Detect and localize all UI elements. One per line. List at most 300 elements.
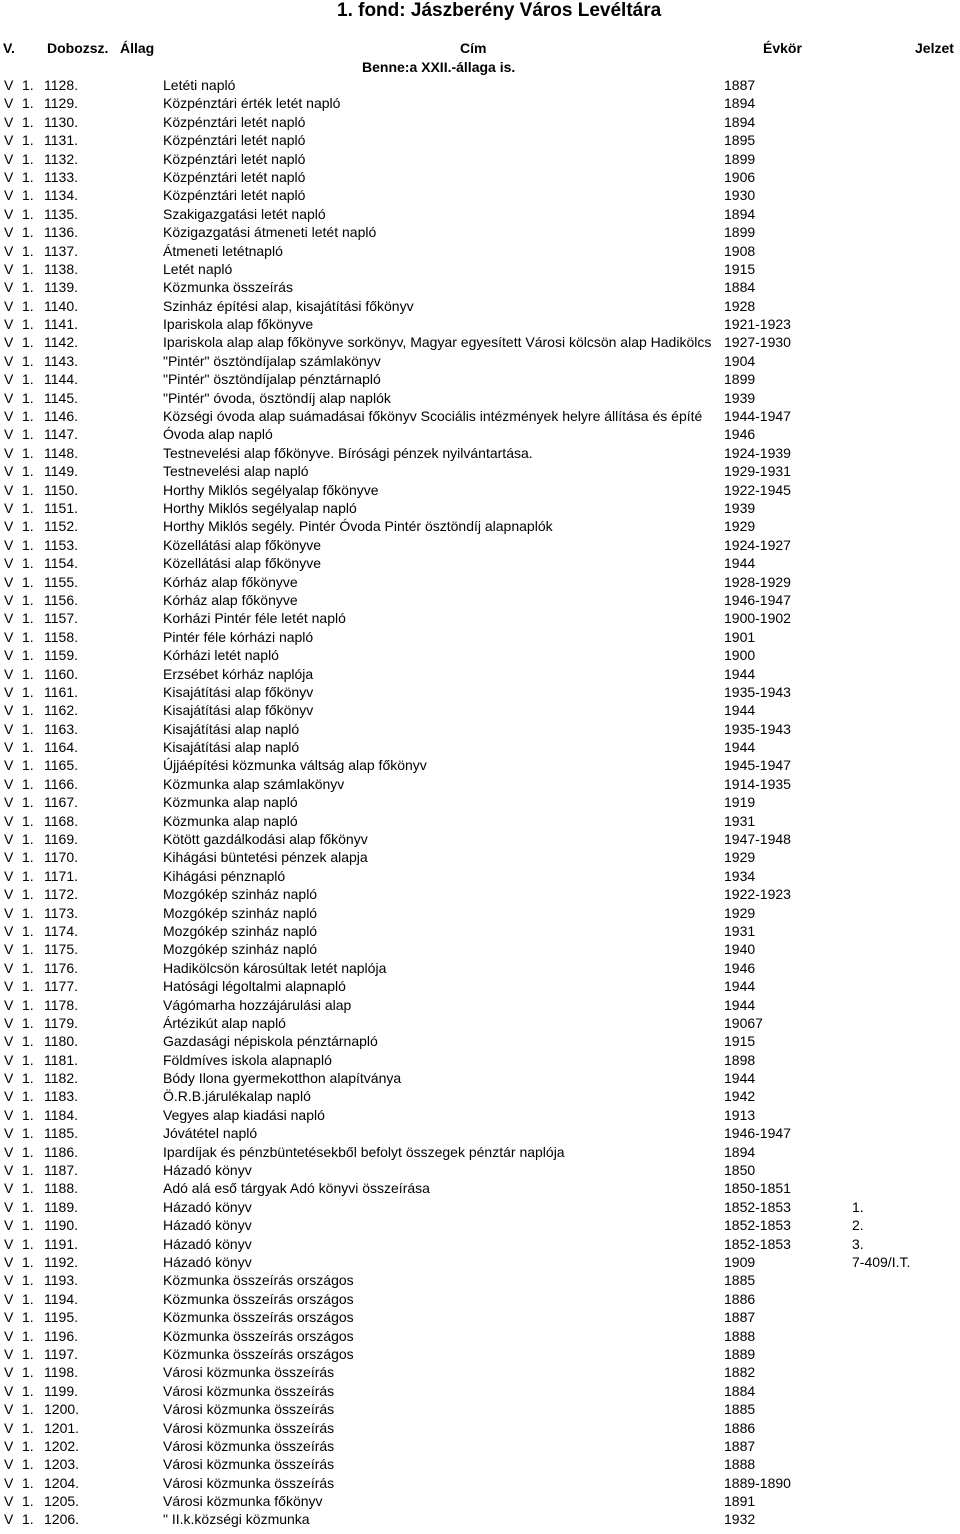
cell-dobozsz: 1. <box>22 95 34 112</box>
cell-dobozsz: 1. <box>22 334 34 351</box>
cell-allag: 1195. <box>44 1309 78 1326</box>
cell-cim: Ipariskola alap főkönyve <box>163 316 314 333</box>
cell-dobozsz: 1. <box>22 1364 34 1381</box>
cell-cim: Kisajátítási alap főkönyv <box>163 683 314 700</box>
cell-dobozsz: 1. <box>22 499 34 516</box>
cell-cim: Közmunka összeírás országos <box>163 1309 354 1326</box>
cell-dobozsz: 1. <box>22 426 34 443</box>
cell-cim: Szakigazgatási letét napló <box>163 205 326 222</box>
cell-evkor: 1928-1929 <box>724 573 791 590</box>
cell-evkor: 1935-1943 <box>724 683 791 700</box>
table-row <box>0 1400 960 1418</box>
cell-v: V <box>4 1437 14 1454</box>
table-row <box>0 683 960 701</box>
table-row <box>0 278 960 296</box>
cell-evkor: 1944-1947 <box>724 408 791 425</box>
cell-v: V <box>4 702 14 719</box>
page-title: 1. fond: Jászberény Város Levéltára <box>337 0 662 21</box>
table-row <box>0 370 960 388</box>
cell-v: V <box>4 794 14 811</box>
table-row <box>0 1492 960 1510</box>
cell-dobozsz: 1. <box>22 1088 34 1105</box>
cell-evkor: 1929 <box>724 518 756 535</box>
cell-allag: 1137. <box>44 242 78 259</box>
cell-v: V <box>4 499 14 516</box>
cell-v: V <box>4 1254 14 1270</box>
cell-allag: 1200. <box>44 1401 80 1418</box>
cell-evkor: 1946 <box>724 959 756 976</box>
cell-allag: 1155. <box>44 573 78 590</box>
cell-evkor: 1908 <box>724 242 756 259</box>
table-row <box>0 1382 960 1400</box>
cell-evkor: 1899 <box>724 371 756 388</box>
cell-cim: Közmunka összeírás országos <box>163 1345 354 1362</box>
cell-evkor: 1887 <box>724 1309 756 1326</box>
table-row <box>0 242 960 260</box>
cell-cim: Ö.R.B.járulékalap napló <box>163 1088 311 1105</box>
table-row <box>0 720 960 738</box>
cell-evkor: 1850 <box>724 1162 756 1179</box>
cell-v: V <box>4 904 14 921</box>
table-row <box>0 738 960 756</box>
cell-evkor: 1889-1890 <box>724 1474 791 1491</box>
table-row <box>0 1253 960 1271</box>
cell-allag: 1129. <box>44 95 78 112</box>
cell-allag: 1177. <box>44 978 78 995</box>
cell-v: V <box>4 297 14 314</box>
table-row <box>0 1419 960 1437</box>
table-row <box>0 591 960 609</box>
cell-v: V <box>4 260 14 277</box>
cell-cim: Kisajátítási alap napló <box>163 720 300 737</box>
cell-v: V <box>4 242 14 259</box>
cell-cim: Letét napló <box>163 260 233 277</box>
column-header-evkor: Évkör <box>763 40 802 56</box>
cell-dobozsz: 1. <box>22 150 34 167</box>
cell-dobozsz: 1. <box>22 444 34 461</box>
cell-v: V <box>4 1327 14 1344</box>
cell-v: V <box>4 757 14 774</box>
table-row <box>0 462 960 480</box>
cell-allag: 1160. <box>44 665 78 682</box>
cell-allag: 1193. <box>44 1272 78 1289</box>
cell-evkor: 1889 <box>724 1345 756 1362</box>
cell-allag: 1131. <box>44 132 78 149</box>
cell-allag: 1201. <box>44 1419 80 1436</box>
cell-cim: Ipardíjak és pénzbüntetésekből befolyt összegek pénztár naplója <box>163 1143 565 1160</box>
cell-v: V <box>4 1235 14 1252</box>
cell-cim: Hatósági légoltalmi alapnapló <box>163 978 346 995</box>
cell-evkor: 1922-1923 <box>724 886 791 903</box>
subheader-note: Benne:a XXII.-állaga is. <box>362 59 516 75</box>
table-row <box>0 1271 960 1289</box>
cell-allag: 1206. <box>44 1511 80 1528</box>
cell-allag: 1164. <box>44 739 78 756</box>
cell-dobozsz: 1. <box>22 1272 34 1289</box>
table-row <box>0 1363 960 1381</box>
cell-dobozsz: 1. <box>22 683 34 700</box>
cell-cim: Házadó könyv <box>163 1235 252 1252</box>
cell-evkor: 1894 <box>724 113 756 130</box>
cell-cim: Pintér féle kórházi napló <box>163 628 314 645</box>
cell-jelzet: 3. <box>852 1235 864 1252</box>
cell-cim: Vegyes alap kiadási napló <box>163 1106 325 1123</box>
cell-evkor: 1939 <box>724 389 756 406</box>
cell-cim: Közmunka összeírás országos <box>163 1327 354 1344</box>
column-header-dobozsz: Dobozsz. <box>47 40 109 56</box>
cell-evkor: 1887 <box>724 1437 756 1454</box>
cell-dobozsz: 1. <box>22 886 34 903</box>
cell-v: V <box>4 1345 14 1362</box>
table-row <box>0 1455 960 1473</box>
table-row <box>0 499 960 517</box>
cell-dobozsz: 1. <box>22 132 34 149</box>
table-row <box>0 959 960 977</box>
cell-dobozsz: 1. <box>22 1254 34 1270</box>
cell-cim: Kisajátítási alap főkönyv <box>163 702 314 719</box>
cell-evkor: 1944 <box>724 739 756 756</box>
cell-dobozsz: 1. <box>22 518 34 535</box>
cell-dobozsz: 1. <box>22 168 34 185</box>
table-row <box>0 150 960 168</box>
table-row <box>0 977 960 995</box>
cell-evkor: 1900 <box>724 647 756 664</box>
cell-v: V <box>4 739 14 756</box>
cell-evkor: 1915 <box>724 1033 756 1050</box>
cell-allag: 1186. <box>44 1143 78 1160</box>
cell-dobozsz: 1. <box>22 665 34 682</box>
cell-evkor: 1921-1923 <box>724 316 791 333</box>
cell-allag: 1176. <box>44 959 78 976</box>
cell-cim: Közmunka alap napló <box>163 812 298 829</box>
cell-cim: Közmunka összeírás országos <box>163 1290 354 1307</box>
cell-v: V <box>4 812 14 829</box>
cell-evkor: 1945-1947 <box>724 757 791 774</box>
cell-allag: 1167. <box>44 794 78 811</box>
cell-allag: 1146. <box>44 408 78 425</box>
cell-dobozsz: 1. <box>22 1493 34 1510</box>
cell-allag: 1189. <box>44 1198 78 1215</box>
cell-evkor: 1931 <box>724 812 756 829</box>
table-row <box>0 1161 960 1179</box>
cell-cim: Házadó könyv <box>163 1198 252 1215</box>
cell-v: V <box>4 1033 14 1050</box>
cell-allag: 1166. <box>44 775 78 792</box>
cell-cim: Testnevelési alap főkönyve. Bírósági pénzek nyilvántartása. <box>163 444 533 461</box>
cell-cim: Városi közmunka összeírás <box>163 1401 335 1418</box>
table-row <box>0 1143 960 1161</box>
cell-v: V <box>4 334 14 351</box>
cell-cim: " II.k.községi közmunka <box>163 1511 310 1528</box>
cell-allag: 1188. <box>44 1180 78 1197</box>
cell-dobozsz: 1. <box>22 922 34 939</box>
cell-dobozsz: 1. <box>22 1309 34 1326</box>
cell-evkor: 1931 <box>724 922 756 939</box>
cell-evkor: 1913 <box>724 1106 756 1123</box>
cell-allag: 1140. <box>44 297 78 314</box>
column-header-jelzet: Jelzet <box>915 40 954 56</box>
cell-dobozsz: 1. <box>22 812 34 829</box>
cell-cim: Közpénztári letét napló <box>163 168 306 185</box>
cell-cim: Horthy Miklós segélyalap főkönyve <box>163 481 379 498</box>
cell-evkor: 1909 <box>724 1254 756 1270</box>
cell-dobozsz: 1. <box>22 224 34 241</box>
cell-v: V <box>4 536 14 553</box>
cell-dobozsz: 1. <box>22 739 34 756</box>
table-row <box>0 425 960 443</box>
cell-allag: 1194. <box>44 1290 78 1307</box>
cell-allag: 1205. <box>44 1493 80 1510</box>
cell-cim: Kihágási pénznapló <box>163 867 286 884</box>
cell-v: V <box>4 463 14 480</box>
cell-jelzet: 1. <box>852 1198 864 1215</box>
cell-v: V <box>4 1272 14 1289</box>
cell-cim: Szinház építési alap, kisajátítási főkönyv <box>163 297 414 314</box>
cell-cim: Közpénztári letét napló <box>163 187 306 204</box>
table-row <box>0 1106 960 1124</box>
table-row <box>0 297 960 315</box>
cell-allag: 1149. <box>44 463 78 480</box>
cell-v: V <box>4 316 14 333</box>
cell-dobozsz: 1. <box>22 1327 34 1344</box>
cell-evkor: 1894 <box>724 205 756 222</box>
cell-dobozsz: 1. <box>22 1290 34 1307</box>
table-row <box>0 793 960 811</box>
cell-cim: Városi közmunka összeírás <box>163 1474 335 1491</box>
cell-cim: Községi óvoda alap suámadásai főkönyv Scociális intézmények helyre állítása és építé <box>163 408 703 425</box>
cell-allag: 1179. <box>44 1014 78 1031</box>
cell-dobozsz: 1. <box>22 1014 34 1031</box>
cell-v: V <box>4 77 14 93</box>
cell-cim: Mozgókép szinház napló <box>163 904 318 921</box>
cell-v: V <box>4 1051 14 1068</box>
cell-v: V <box>4 996 14 1013</box>
cell-dobozsz: 1. <box>22 555 34 572</box>
cell-evkor: 1915 <box>724 260 756 277</box>
cell-allag: 1156. <box>44 591 78 608</box>
cell-v: V <box>4 849 14 866</box>
cell-cim: Mozgókép szinház napló <box>163 941 318 958</box>
cell-evkor: 1919 <box>724 794 756 811</box>
table-row <box>0 1198 960 1216</box>
cell-v: V <box>4 665 14 682</box>
cell-dobozsz: 1. <box>22 1419 34 1436</box>
cell-evkor: 1894 <box>724 1143 756 1160</box>
cell-allag: 1180. <box>44 1033 78 1050</box>
cell-evkor: 1891 <box>724 1493 756 1510</box>
cell-dobozsz: 1. <box>22 1143 34 1160</box>
cell-evkor: 1899 <box>724 224 756 241</box>
cell-dobozsz: 1. <box>22 1235 34 1252</box>
cell-evkor: 1946-1947 <box>724 1125 791 1142</box>
table-row <box>0 554 960 572</box>
cell-v: V <box>4 1070 14 1087</box>
cell-dobozsz: 1. <box>22 720 34 737</box>
cell-v: V <box>4 555 14 572</box>
cell-dobozsz: 1. <box>22 1401 34 1418</box>
cell-allag: 1192. <box>44 1254 78 1270</box>
table-row <box>0 94 960 112</box>
table-row <box>0 333 960 351</box>
cell-cim: Letéti napló <box>163 77 236 93</box>
table-row <box>0 1014 960 1032</box>
cell-cim: Kórház alap főkönyve <box>163 573 298 590</box>
table-row <box>0 205 960 223</box>
cell-cim: Bódy Ilona gyermekotthon alapítványa <box>163 1070 402 1087</box>
table-row <box>0 352 960 370</box>
cell-dobozsz: 1. <box>22 1070 34 1087</box>
cell-allag: 1185. <box>44 1125 78 1142</box>
cell-v: V <box>4 1162 14 1179</box>
cell-v: V <box>4 352 14 369</box>
cell-allag: 1169. <box>44 831 78 848</box>
cell-v: V <box>4 978 14 995</box>
cell-allag: 1196. <box>44 1327 78 1344</box>
cell-v: V <box>4 941 14 958</box>
table-row <box>0 867 960 885</box>
cell-cim: Városi közmunka összeírás <box>163 1419 335 1436</box>
cell-evkor: 1944 <box>724 665 756 682</box>
table-row <box>0 1216 960 1234</box>
cell-v: V <box>4 224 14 241</box>
cell-v: V <box>4 1014 14 1031</box>
cell-dobozsz: 1. <box>22 389 34 406</box>
cell-dobozsz: 1. <box>22 610 34 627</box>
table-row <box>0 517 960 535</box>
cell-evkor: 1895 <box>724 132 756 149</box>
cell-evkor: 1944 <box>724 1070 756 1087</box>
cell-cim: Közigazgatási átmeneti letét napló <box>163 224 377 241</box>
table-row <box>0 389 960 407</box>
cell-evkor: 1887 <box>724 77 756 93</box>
cell-jelzet: 2. <box>852 1217 864 1234</box>
cell-cim: Testnevelési alap napló <box>163 463 309 480</box>
cell-allag: 1138. <box>44 260 78 277</box>
cell-dobozsz: 1. <box>22 187 34 204</box>
cell-evkor: 1942 <box>724 1088 756 1105</box>
cell-dobozsz: 1. <box>22 1456 34 1473</box>
table-row <box>0 315 960 333</box>
cell-cim: Közmunka összeírás <box>163 279 293 296</box>
cell-allag: 1165. <box>44 757 78 774</box>
cell-evkor: 1850-1851 <box>724 1180 791 1197</box>
cell-allag: 1153. <box>44 536 78 553</box>
cell-dobozsz: 1. <box>22 591 34 608</box>
cell-v: V <box>4 132 14 149</box>
cell-v: V <box>4 426 14 443</box>
table-row <box>0 885 960 903</box>
cell-dobozsz: 1. <box>22 867 34 884</box>
cell-allag: 1170. <box>44 849 78 866</box>
cell-allag: 1154. <box>44 555 78 572</box>
cell-allag: 1161. <box>44 683 78 700</box>
cell-v: V <box>4 628 14 645</box>
cell-cim: Közpénztári letét napló <box>163 113 306 130</box>
cell-cim: Házadó könyv <box>163 1162 252 1179</box>
table-row <box>0 76 960 94</box>
cell-v: V <box>4 1419 14 1436</box>
cell-evkor: 1928 <box>724 297 756 314</box>
cell-v: V <box>4 518 14 535</box>
cell-allag: 1152. <box>44 518 78 535</box>
cell-cim: Jóvátétel napló <box>163 1125 258 1142</box>
cell-v: V <box>4 573 14 590</box>
cell-evkor: 1924-1927 <box>724 536 791 553</box>
cell-cim: Gazdasági népiskola pénztárnapló <box>163 1033 378 1050</box>
cell-evkor: 1885 <box>724 1401 756 1418</box>
table-row <box>0 481 960 499</box>
cell-v: V <box>4 647 14 664</box>
cell-evkor: 1888 <box>724 1327 756 1344</box>
cell-evkor: 1852-1853 <box>724 1235 791 1252</box>
cell-evkor: 1894 <box>724 95 756 112</box>
cell-evkor: 1852-1853 <box>724 1198 791 1215</box>
record-list <box>0 76 960 1529</box>
cell-cim: Közellátási alap főkönyve <box>163 536 321 553</box>
table-row <box>0 922 960 940</box>
cell-v: V <box>4 1474 14 1491</box>
table-row <box>0 407 960 425</box>
cell-allag: 1163. <box>44 720 78 737</box>
cell-v: V <box>4 1511 14 1528</box>
cell-cim: Kórház alap főkönyve <box>163 591 298 608</box>
cell-v: V <box>4 1198 14 1215</box>
cell-v: V <box>4 959 14 976</box>
cell-v: V <box>4 205 14 222</box>
cell-cim: Városi közmunka összeírás <box>163 1382 335 1399</box>
table-row <box>0 848 960 866</box>
table-row <box>0 1087 960 1105</box>
cell-allag: 1202. <box>44 1437 80 1454</box>
cell-evkor: 1886 <box>724 1290 756 1307</box>
cell-v: V <box>4 1493 14 1510</box>
cell-dobozsz: 1. <box>22 849 34 866</box>
table-row <box>0 628 960 646</box>
table-row <box>0 996 960 1014</box>
cell-v: V <box>4 95 14 112</box>
cell-allag: 1178. <box>44 996 78 1013</box>
cell-dobozsz: 1. <box>22 1125 34 1142</box>
cell-v: V <box>4 1125 14 1142</box>
table-row <box>0 1032 960 1050</box>
cell-allag: 1159. <box>44 647 78 664</box>
cell-allag: 1145. <box>44 389 78 406</box>
cell-allag: 1148. <box>44 444 78 461</box>
cell-dobozsz: 1. <box>22 352 34 369</box>
cell-v: V <box>4 831 14 848</box>
cell-evkor: 1929 <box>724 904 756 921</box>
cell-evkor: 1944 <box>724 996 756 1013</box>
table-row <box>0 812 960 830</box>
cell-evkor: 1927-1930 <box>724 334 791 351</box>
cell-evkor: 1852-1853 <box>724 1217 791 1234</box>
cell-dobozsz: 1. <box>22 647 34 664</box>
cell-cim: Közellátási alap főkönyve <box>163 555 321 572</box>
cell-dobozsz: 1. <box>22 1180 34 1197</box>
cell-cim: Adó alá eső tárgyak Adó könyvi összeírása <box>163 1180 430 1197</box>
cell-evkor: 1946 <box>724 426 756 443</box>
cell-evkor: 1899 <box>724 150 756 167</box>
cell-v: V <box>4 150 14 167</box>
cell-cim: Mozgókép szinház napló <box>163 922 318 939</box>
cell-v: V <box>4 720 14 737</box>
cell-allag: 1187. <box>44 1162 78 1179</box>
cell-evkor: 1947-1948 <box>724 831 791 848</box>
cell-dobozsz: 1. <box>22 573 34 590</box>
cell-v: V <box>4 444 14 461</box>
cell-cim: Kisajátítási alap napló <box>163 739 300 756</box>
cell-dobozsz: 1. <box>22 1511 34 1528</box>
